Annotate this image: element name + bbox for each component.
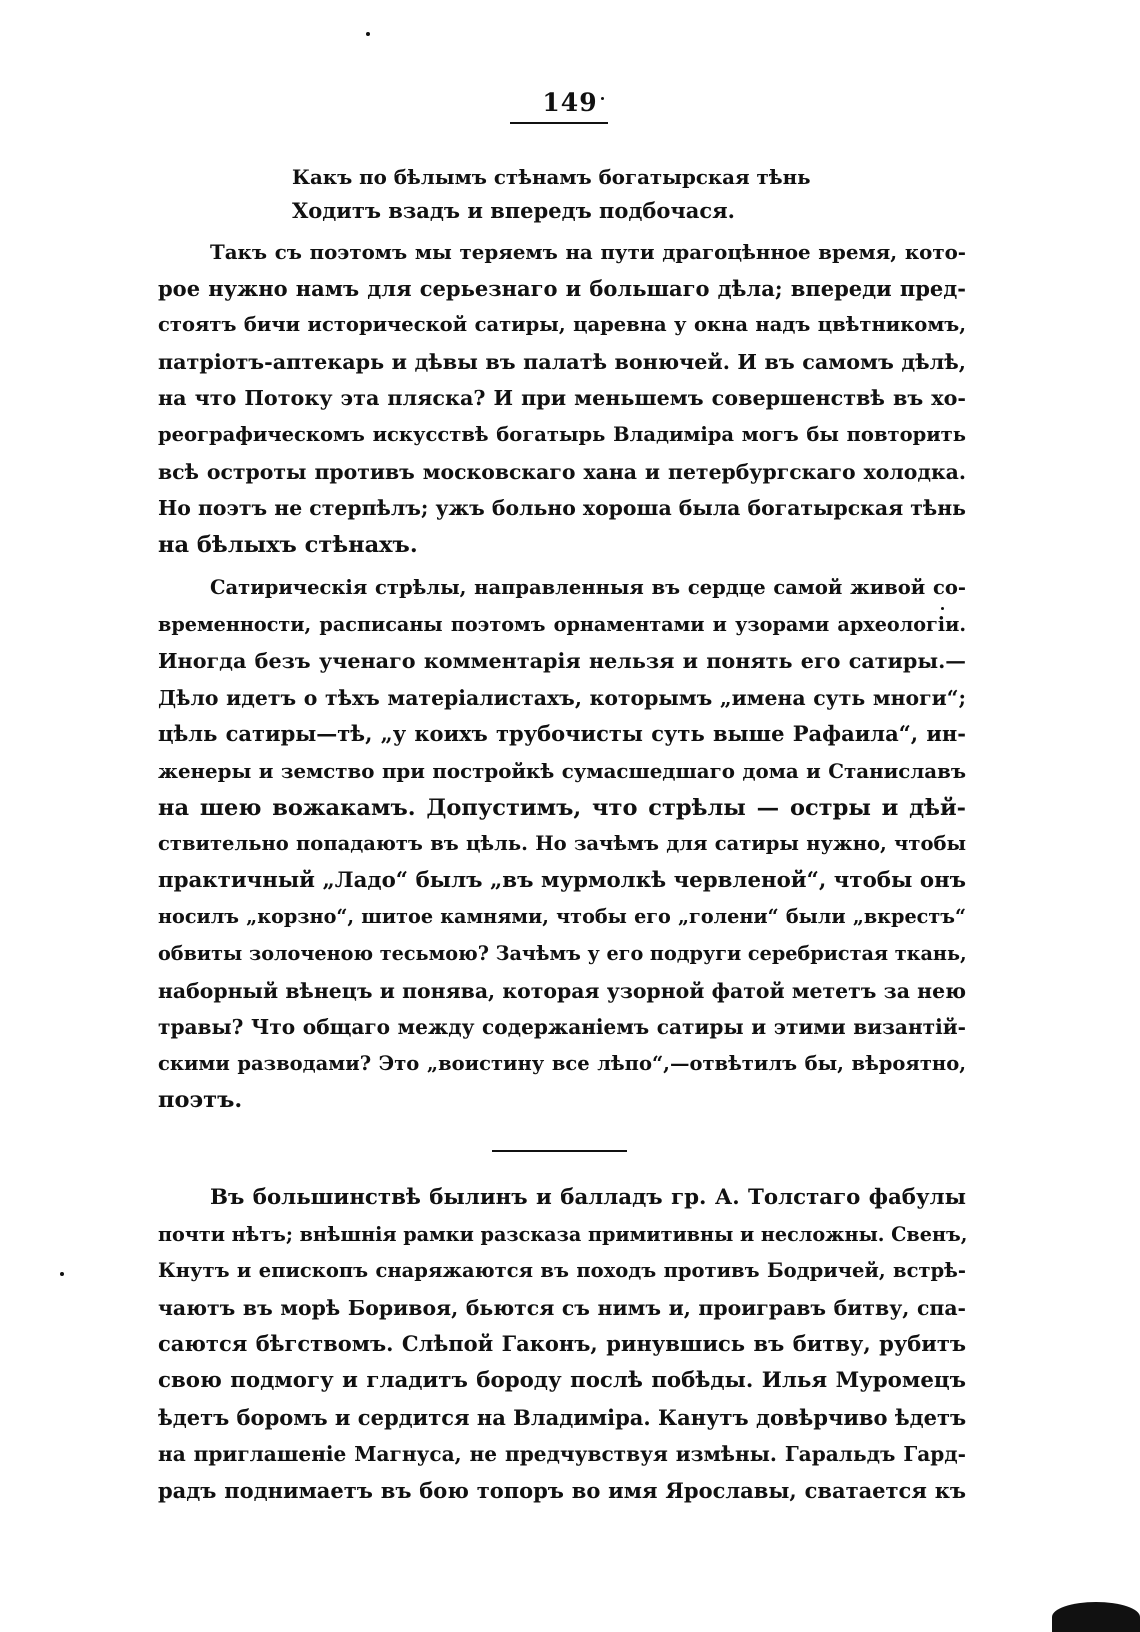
text-line: реографическомъ искусствѣ богатырь Владиміра могъ бы повторить <box>158 422 966 446</box>
text-line: свою подмогу и гладитъ бороду послѣ побѣды. Илья Муромецъ <box>158 1367 966 1393</box>
text-line: рое нужно намъ для серьезнаго и большаго дѣла; впереди пред- <box>158 275 966 301</box>
page-number: 149 <box>542 88 598 117</box>
text-line: наборный вѣнецъ и понява, которая узорной фатой мететъ за нею <box>158 978 966 1003</box>
text-line: саются бѣгствомъ. Слѣпой Гаконъ, ринувшись въ битву, рубитъ <box>158 1331 966 1357</box>
text-line: на приглашеніе Магнуса, не предчувствуя измѣны. Гаральдъ Гард- <box>158 1442 966 1467</box>
ink-speck <box>366 32 370 36</box>
text-line: на бѣлыхъ стѣнахъ. <box>158 531 418 558</box>
text-line: женеры и земство при постройкѣ сумасшедшаго дома и Станиславъ <box>158 758 966 783</box>
epigraph-line: Какъ по бѣлымъ стѣнамъ богатырская тѣнь <box>292 165 811 189</box>
text-line: цѣль сатиры—тѣ, „у коихъ трубочисты суть выше Рафаила“, ин- <box>158 721 966 747</box>
text-line: практичный „Ладо“ былъ „въ мурмолкѣ червленой“, чтобы онъ <box>158 867 966 893</box>
page-number-rule <box>510 122 608 124</box>
text-line: обвиты золоченою тесьмою? Зачѣмъ у его подруги серебристая ткань, <box>158 941 967 965</box>
ink-blot <box>1052 1602 1140 1632</box>
epigraph <box>292 160 812 228</box>
text-line: Дѣло идетъ о тѣхъ матеріалистахъ, которымъ „имена суть многи“; <box>158 685 966 710</box>
text-line: радъ поднимаетъ въ бою топоръ во имя Ярославы, сватается къ <box>158 1477 966 1503</box>
paragraph-3 <box>158 1180 966 1509</box>
text-line: на шею вожакамъ. Допустимъ, что стрѣлы — остры и дѣй- <box>158 794 966 821</box>
text-line: ствительно попадаютъ въ цѣль. Но зачѣмъ для сатиры нужно, чтобы <box>158 832 966 856</box>
text-line: почти нѣтъ; внѣшнія рамки разсказа примитивны и несложны. Свенъ, <box>158 1222 968 1246</box>
text-line: Но поэтъ не стерпѣлъ; ужъ больно хороша была богатырская тѣнь <box>158 496 966 521</box>
text-line: Кнутъ и епископъ снаряжаются въ походъ противъ Бодричей, встрѣ- <box>158 1259 966 1283</box>
paragraph-1 <box>158 234 966 563</box>
text-line: травы? Что общаго между содержаніемъ сатиры и этими византій- <box>158 1015 966 1040</box>
ink-speck <box>60 1272 64 1276</box>
text-line: патріотъ-аптекарь и дѣвы въ палатѣ вонючей. И въ самомъ дѣлѣ, <box>158 349 966 374</box>
text-line: чаютъ въ морѣ Боривоя, бьются съ нимъ и, проигравъ битву, спа- <box>158 1295 966 1320</box>
text-line: носилъ „корзно“, шитое камнями, чтобы его „голени“ были „вкрестъ“ <box>158 905 966 929</box>
text-line: Иногда безъ ученаго комментарія нельзя и понять его сатиры.— <box>158 649 966 674</box>
text-line: поэтъ. <box>158 1087 243 1114</box>
text-line: временности, расписаны поэтомъ орнаментами и узорами археологіи. <box>158 612 966 636</box>
text-line: скими разводами? Это „воистину все лѣпо“,—отвѣтилъ бы, вѣроятно, <box>158 1051 966 1075</box>
text-line: Такъ съ поэтомъ мы теряемъ на пути драгоцѣнное время, кото- <box>210 240 966 264</box>
text-line: Въ большинствѣ былинъ и балладъ гр. А. Толстаго фабулы <box>210 1185 966 1210</box>
text-line: всѣ остроты противъ московскаго хана и петербургскаго холодка. <box>158 459 966 484</box>
section-divider <box>492 1150 627 1152</box>
text-line: стоятъ бичи исторической сатиры, царевна у окна надъ цвѣтникомъ, <box>158 313 966 337</box>
text-line: на что Потоку эта пляска? И при меньшемъ совершенствѣ въ хо- <box>158 386 966 411</box>
text-line: ѣдетъ боромъ и сердится на Владиміра. Канутъ довѣрчиво ѣдетъ <box>158 1404 967 1430</box>
text-line: Сатирическія стрѣлы, направленныя въ сердце самой живой со- <box>210 576 966 599</box>
paragraph-2 <box>158 570 966 1119</box>
epigraph-line: Ходитъ взадъ и впередъ подбочася. <box>292 198 735 223</box>
